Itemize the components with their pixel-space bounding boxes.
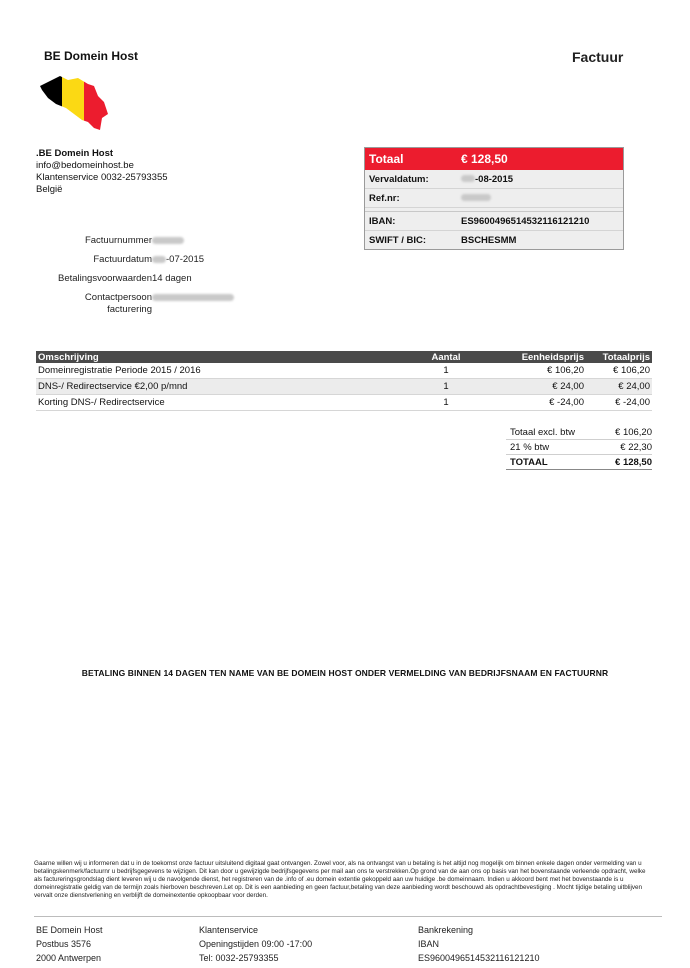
summary-ref-row — [365, 189, 623, 208]
table-row: Domeinregistratie Periode 2015 / 2016 1 € 106,20 € 106,20 — [36, 363, 652, 379]
sender-country: België — [36, 184, 63, 195]
col-unit-price: Eenheidsprijs — [482, 351, 586, 363]
redacted-day — [461, 175, 475, 182]
redacted-contact — [152, 294, 234, 301]
table-row: DNS-/ Redirectservice €2,00 p/mnd 1 € 24,00 € 24,00 — [36, 379, 652, 395]
col-qty: Aantal — [410, 351, 482, 363]
meta-invoice-number: Factuurnummer — [36, 235, 234, 247]
footer-service: Klantenservice Openingstijden 09:00 -17:00 Tel: 0032-25793355 — [199, 925, 313, 963]
col-total: Totaalprijs — [586, 351, 652, 363]
payment-summary-box — [364, 147, 624, 250]
summary-due-value: -08-2015 — [461, 174, 513, 185]
summary-iban-label: IBAN: — [369, 215, 396, 227]
sender-address — [36, 148, 168, 196]
summary-total-value: € 128,50 — [461, 152, 508, 166]
summary-ref-label: Ref.nr: — [369, 192, 400, 204]
summary-swift-value: BSCHESMM — [461, 234, 517, 246]
summary-iban-row — [365, 212, 623, 231]
summary-total-label: Totaal — [369, 152, 404, 166]
table-row: Korting DNS-/ Redirectservice 1 € -24,00 € -24,00 — [36, 395, 652, 411]
totals-vat-row: 21 % btw € 22,30 — [506, 440, 652, 455]
redacted-date-day — [152, 256, 166, 263]
belgium-flag-map-logo — [38, 74, 114, 138]
redacted-invoice-number — [152, 237, 184, 244]
totals-excl-row: Totaal excl. btw € 106,20 — [506, 425, 652, 440]
document-title: Factuur — [572, 49, 624, 65]
sender-service: Klantenservice 0032-25793355 — [36, 172, 168, 183]
invoice-meta — [36, 235, 234, 323]
company-name: BE Domein Host — [44, 49, 139, 63]
meta-contact: Contactpersoon facturering — [36, 292, 234, 316]
redacted-ref — [461, 194, 491, 201]
footer-bank: Bankrekening IBAN ES9600496514532116121210 — [418, 925, 540, 963]
summary-swift-label: SWIFT / BIC: — [369, 234, 426, 246]
disclaimer-text: Gaarne willen wij u informeren dat u in de toekomst onze factuur uitsluitend digitaal gaat ontvangen. Zowel voor, als na ontvangst van u betaling is het altijd nog mogelijk om binnen enkele dagen onder vermelding van u betalingskenmerk/factuurnr u bedrijfsgegevens te wijzigen. Dit kan door u gewijzigde bedrijfsgegevens per mail aan ons te verstrekken.Op grond van de aan ons op basis van het bovenstaande verleende opdracht, welke als factureringsgrondslag dient leveren wij u de navolgende dienst, het registreren van de .info of .eu domein extentie gekoppeld aan uw huidige .be domeinnaam. Indien u akkoord bent met het bovenstaande is u domeinregistratie geldig van de termijn zoals hierboven beschreven.Let op. Dit is een aanbieding en geen factuur,betaling van deze aanbieding wordt beschouwd als opdrachtbevestiging . Mocht tijdige betaling uitblijven vervalt onze dienstverlening en verblijft de domeinextentie opkoopbaar voor derden. — [34, 860, 646, 899]
meta-invoice-date: Factuurdatum -07-2015 — [93, 254, 205, 265]
col-description: Omschrijving — [36, 351, 410, 363]
sender-email: info@bedomeinhost.be — [36, 160, 134, 171]
totals-block — [506, 425, 652, 470]
summary-swift-row — [365, 231, 623, 249]
invoice-lines-table — [36, 351, 652, 411]
footer-divider — [34, 916, 662, 917]
summary-due-label: Vervaldatum: — [369, 173, 429, 185]
summary-due-row — [365, 170, 623, 189]
sender-name: .BE Domein Host — [36, 148, 114, 159]
table-header-row — [36, 351, 652, 363]
totals-grand-row: TOTAAL € 128,50 — [506, 455, 652, 470]
summary-ref-value — [461, 193, 491, 204]
summary-total-row — [365, 148, 623, 170]
payment-instruction: BETALING BINNEN 14 DAGEN TEN NAME VAN BE DOMEIN HOST ONDER VERMELDING VAN BEDRIJFSNAAM EN FACTUURNR — [81, 668, 609, 678]
summary-iban-value: ES9600496514532116121210 — [461, 215, 590, 227]
meta-payment-terms: Betalingsvoorwaarden 14 dagen — [57, 273, 192, 284]
footer-address: BE Domein Host Postbus 3576 2000 Antwerpen — [36, 925, 103, 963]
